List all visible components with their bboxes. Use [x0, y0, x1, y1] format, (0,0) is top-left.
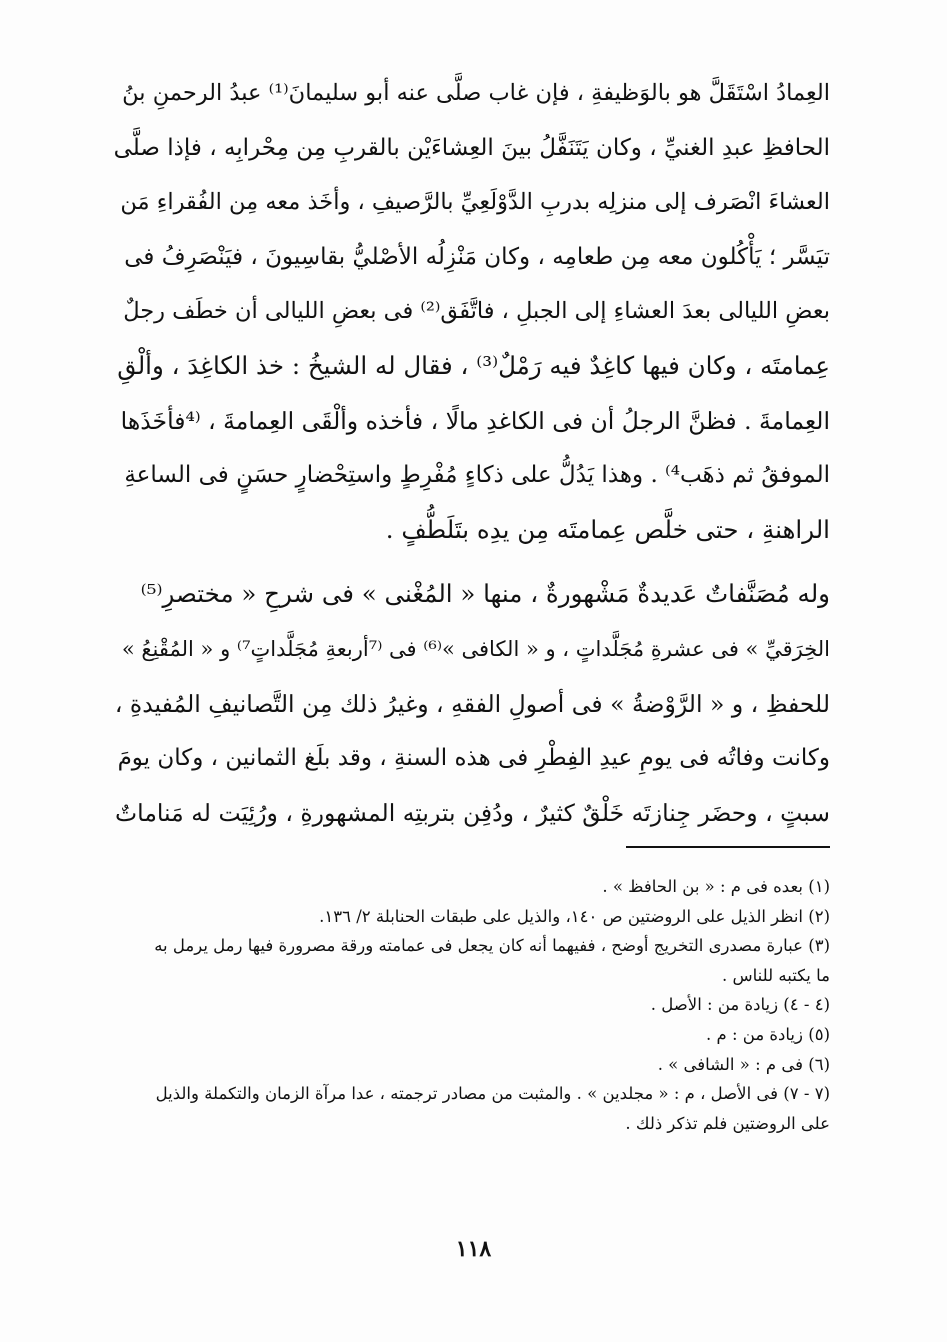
main-text-line: الحافظِ عبدِ الغنيِّ ، وكان يَتَنَفَّلُ بينَ العِشاءَيْن بالقربِ مِن مِحْرابِه ، فإذا صلَّى [113, 134, 830, 161]
main-text-line: سبتٍ ، وحضَر جِنازتَه خَلْقٌ كثيرٌ ، ودُفِن بتربتِه المشهورةِ ، ورُئِيَت له مَناماتٌ [115, 798, 830, 827]
main-text-line: وله مُصَنَّفاتٌ عَديدةٌ مَشْهورةٌ ، منها « المُغْنى » فى شرحِ « مختصرِ⁽⁵⁾ [140, 579, 830, 609]
main-text-line: وكانت وفاتُه فى يومِ عيدِ الفِطْرِ فى هذه السنةِ ، وقد بلَغ الثمانين ، وكان يومَ [117, 745, 830, 772]
footnote-separator [626, 846, 830, 848]
footnote-line: (٢) انظر الذيل على الروضتين ص ١٤٠، والذيل على طبقات الحنابلة ٢/ ١٣٦. [319, 906, 830, 926]
main-text-line: الراهنةِ ، حتى خلَّص عِمامتَه مِن يدِه بتَلَطُّفٍ . [385, 514, 830, 544]
main-text-line: العشاءَ انْصَرف إلى منزلِه بدربِ الدَّوْلَعِيِّ بالرَّصيفِ ، وأخَذ معه مِن الفُقراءِ مَن [120, 189, 830, 216]
main-text-line: للحفظِ ، و « الرَّوْضةُ » فى أصولِ الفقهِ ، وغيرُ ذلك مِن التَّصانيفِ المُفيدةِ ، [114, 689, 830, 718]
footnote-line: ما يكتبه للناس . [722, 965, 830, 985]
main-text-line: عِمامتَه ، وكان فيها كاغِدٌ فيه رَمْلٌ⁽³⁾ ، فقال له الشيخُ : خذ الكاغِدَ ، وألْقِ [117, 350, 830, 380]
main-text-line: بعضِ الليالى بعدَ العشاءِ إلى الجبلِ ، فاتَّفَق⁽²⁾ فى بعضِ الليالى أن خطَف رجلٌ [123, 298, 830, 325]
main-text [112, 66, 830, 840]
main-text-line: تيَسَّر ؛ يَأْكُلون معه مِن طعامِه ، وكان مَنْزِلُه الأصْليُّ بقاسِيونَ ، فيَنْصَرِفُ فى [124, 243, 830, 270]
footnote-line: (١) بعده فى م : « بن الحافظ » . [602, 877, 830, 896]
main-text-line: الموفقُ ثم ذهَب⁴⁾ . وهذا يَدُلُّ على ذكاءٍ مُفْرِطٍ واستِحْضارٍ حسَنٍ فى الساعةِ [124, 462, 830, 489]
footnote-line: (٤ - ٤) زيادة من : الأصل . [650, 995, 830, 1015]
main-text-line: العِمادُ اسْتَقَلَّ هو بالوَظيفةِ ، فإن غاب صلَّى عنه أبو سليمانَ⁽¹⁾ عبدُ الرحمنِ بنُ [122, 80, 830, 106]
main-text-line: العِمامةَ . فظنَّ الرجلُ أن فى الكاغدِ مالًا ، فأخذه وألْقَى العِمامةَ ، ⁽⁴فأخَذَها [120, 406, 830, 435]
page-number: ١١٨ [455, 1236, 492, 1262]
footnote-line: (٧ - ٧) فى الأصل ، م : « مجلدين » . والمثبت من مصادر ترجمته ، عدا مرآة الزمان والتكملة والذيل [155, 1084, 830, 1104]
main-text-line: الخِرَقيِّ » فى عشرةِ مُجَلَّداتٍ ، و « الكافى »⁽⁶⁾ فى ⁽⁷أربعةِ مُجَلَّداتٍ⁷⁾ و « المُقْنِعُ » [121, 636, 830, 661]
footnotes [112, 872, 830, 1138]
footnote-line: (٣) عبارة مصدرى التخريج أوضح ، ففيهما أنه كان يجعل فى عمامته ورقة مصرورة فيها رمل يرمل به [154, 936, 830, 956]
footnote-line: على الروضتين فلم تذكر ذلك . [625, 1113, 830, 1133]
footnote-line: (٦) فى م : « الشافى » . [657, 1054, 830, 1074]
footnote-line: (٥) زيادة من : م . [706, 1024, 830, 1044]
